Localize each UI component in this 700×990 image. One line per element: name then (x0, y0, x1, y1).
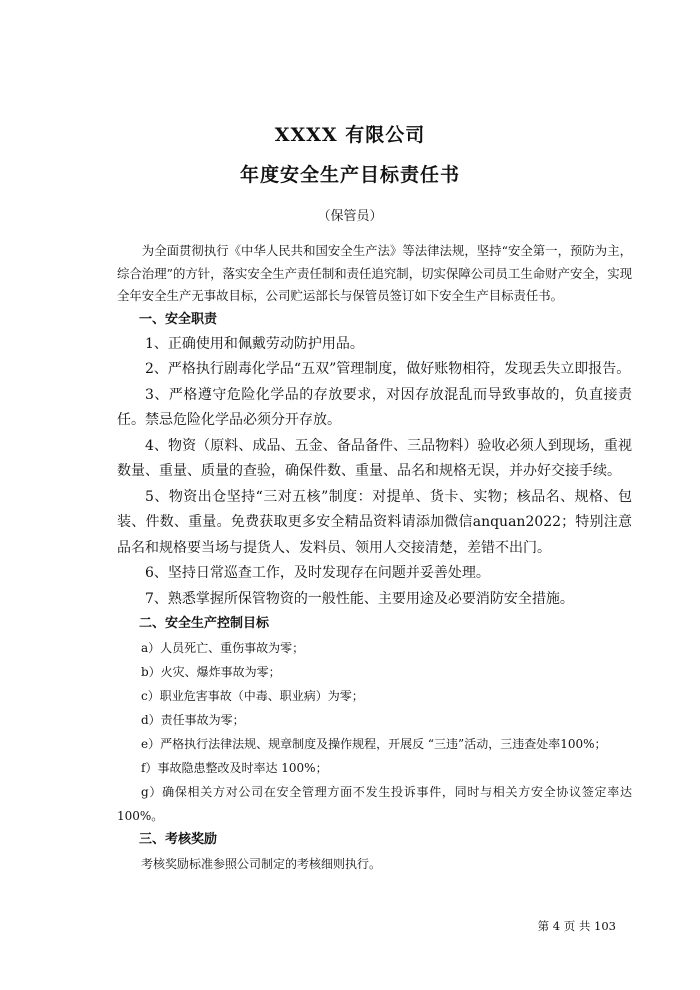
duty-item: 3、严格遵守危险化学品的存放要求，对因存放混乱而导致事故的，负直接责任。禁忌危险化学品必须分开存放。 (117, 386, 632, 428)
document-title: 年度安全生产目标责任书 (239, 164, 460, 186)
duty-item: 5、物资出仓坚持“三对五核”制度：对提单、货卡、实物；核品名、规格、包装、件数、重量。免费获取更多安全精品资料请添加微信anquan2022；特别注意品名和规格要当场与提货人、发料员、领用人交接清楚，差错不出门。 (117, 488, 632, 556)
section-heading-targets: 二、安全生产控制目标 (139, 616, 270, 631)
target-item: f）事故隐患整改及时率达 100%； (141, 761, 328, 775)
target-item: d）责任事故为零； (141, 713, 245, 727)
section-heading-assessment: 三、考核奖励 (139, 832, 218, 847)
target-item: g）确保相关方对公司在安全管理方面不发生投诉事件，同时与相关方安全协议签定率达 100%。 (117, 785, 632, 823)
document-body (117, 240, 632, 876)
duty-item: 1、正确使用和佩戴劳动防护用品。 (145, 335, 364, 352)
target-item: b）火灾、爆炸事故为零； (141, 665, 281, 679)
section-heading-duties: 一、安全职责 (139, 311, 218, 327)
document-subtitle: （保管员） (317, 209, 383, 224)
assessment-item: 考核奖励标准参照公司制定的考核细则执行。 (141, 857, 382, 871)
duty-item: 4、物资（原料、成品、五金、备品备件、三品物料）验收必须人到现场，重视数量、重量、质量的查验，确保件数、重量、品名和规格无误，并办好交接手续。 (117, 437, 632, 479)
duty-item: 7、熟悉掌握所保管物资的一般性能、主要用途及必要消防安全措施。 (145, 590, 574, 607)
duty-item: 6、坚持日常巡查工作，及时发现存在问题并妥善处理。 (145, 565, 490, 581)
target-item: a）人员死亡、重伤事故为零； (141, 641, 305, 655)
duty-item: 2、严格执行剧毒化学品“五双”管理制度，做好账物相符，发现丢失立即报告。 (145, 361, 631, 377)
company-name: XXXX 有限公司 (274, 124, 426, 146)
intro-paragraph: 为全面贯彻执行《中华人民共和国安全生产法》等法律法规，坚持“安全第一，预防为主，综合治理”的方针，落实安全生产责任制和责任追究制，切实保障公司员工生命财产安全，实现全年安全生产无事故目标，公司贮运部长与保管员签订如下安全生产目标责任书。 (117, 243, 632, 303)
target-item: c）职业危害事故（中毒、职业病）为零； (141, 689, 364, 703)
target-item: e）严格执行法律法规、规章制度及操作规程，开展反 “三违”活动，三违查处率100%； (141, 737, 607, 751)
page-number: 第 4 页 共 103 (537, 919, 616, 933)
